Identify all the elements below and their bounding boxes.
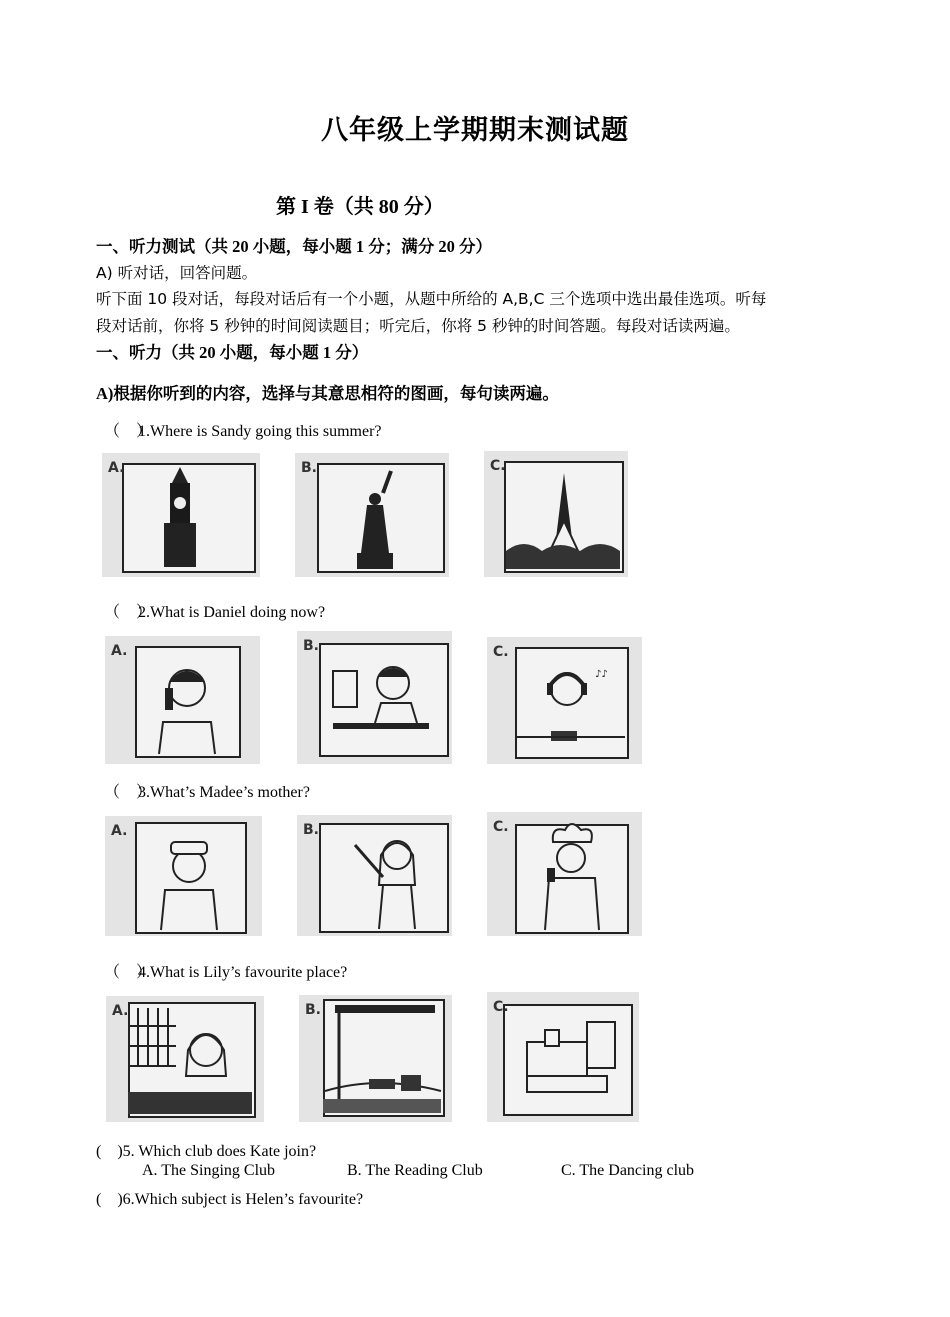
instruction-line-1: 听下面 10 段对话，每段对话后有一个小题，从题中所给的 A,B,C 三个选项中选出最佳选项。听每 — [96, 290, 767, 308]
answer-blank[interactable]: ( ) — [96, 1191, 123, 1208]
question-text: 2.What is Daniel doing now? — [138, 604, 326, 621]
listening-subheading: A) 听对话，回答问题。 — [96, 264, 258, 282]
answer-blank[interactable]: （ ） — [104, 604, 153, 621]
girl-listening-music-picture[interactable] — [487, 637, 642, 764]
question-5 — [96, 1138, 316, 1161]
eiffel-tower-picture[interactable] — [484, 451, 628, 577]
question-6 — [96, 1186, 363, 1209]
page-title: 八年级上学期期末测试题 — [321, 115, 629, 146]
question-1 — [104, 418, 382, 441]
instruction-line-2: 段对话前，你将 5 秒钟的时间阅读题目；听完后，你将 5 秒钟的时间答题。每段对话读两遍。 — [96, 317, 740, 335]
phone-call-icon — [105, 636, 260, 764]
bed-icon — [487, 992, 639, 1122]
option-label: B. — [303, 638, 319, 654]
question-4 — [104, 959, 347, 982]
option-label: A. — [111, 643, 128, 659]
question-text: 4.What is Lily’s favourite place? — [138, 964, 348, 981]
option-label: B. — [301, 460, 317, 476]
question-text: 1.Where is Sandy going this summer? — [138, 423, 382, 440]
svg-text:♪♪: ♪♪ — [595, 669, 608, 680]
boy-on-phone-picture[interactable] — [105, 636, 260, 764]
driver-icon — [105, 816, 262, 936]
q5-option-a[interactable]: A. The Singing Club — [142, 1162, 276, 1179]
answer-blank[interactable]: （ ） — [104, 423, 153, 440]
answer-blank[interactable]: ( ) — [96, 1143, 123, 1160]
headphones-icon — [487, 637, 642, 764]
option-label: C. — [493, 644, 509, 660]
answer-blank[interactable]: （ ） — [104, 964, 153, 981]
computer-icon — [297, 631, 452, 764]
q5-option-c[interactable]: C. The Dancing club — [561, 1162, 695, 1179]
option-label: C. — [490, 458, 506, 474]
question-text: 6.Which subject is Helen’s favourite? — [122, 1191, 364, 1208]
question-2 — [104, 599, 325, 622]
library-picture[interactable] — [106, 996, 264, 1122]
statue-of-liberty-icon — [295, 453, 449, 577]
bedroom-picture[interactable] — [487, 992, 639, 1122]
balcony-picture[interactable] — [299, 995, 452, 1122]
picture-instruction: A)根据你听到的内容，选择与其意思相符的图画，每句读两遍。 — [96, 384, 559, 403]
listening-heading: 一、听力测试（共 20 小题，每小题 1 分；满分 20 分） — [96, 237, 492, 256]
option-label: C. — [493, 819, 509, 835]
teacher-icon — [297, 815, 452, 936]
driver-picture[interactable] — [105, 816, 262, 936]
option-label: B. — [303, 822, 319, 838]
question-text: 5. Which club does Kate join? — [122, 1143, 317, 1160]
q5-option-b[interactable]: B. The Reading Club — [347, 1162, 483, 1179]
statue-of-liberty-picture[interactable] — [295, 453, 449, 577]
chef-hat-icon — [487, 812, 642, 936]
answer-blank[interactable]: （ ） — [104, 784, 153, 801]
option-label: C. — [493, 999, 509, 1015]
option-label: A. — [111, 823, 128, 839]
library-icon — [106, 996, 264, 1122]
boy-at-computer-picture[interactable] — [297, 631, 452, 764]
cook-picture[interactable] — [487, 812, 642, 936]
balcony-icon — [299, 995, 452, 1122]
big-ben-picture[interactable] — [102, 453, 260, 577]
option-label: A. — [112, 1003, 129, 1019]
question-3 — [104, 779, 310, 802]
eiffel-tower-icon — [484, 451, 628, 577]
option-label: B. — [305, 1002, 321, 1018]
option-label: A. — [108, 460, 125, 476]
teacher-picture[interactable] — [297, 815, 452, 936]
section-subtitle: 第 I 卷（共 80 分） — [276, 196, 444, 218]
big-ben-icon — [102, 453, 260, 577]
listening-heading-2: 一、听力（共 20 小题，每小题 1 分） — [96, 343, 369, 362]
question-text: 3.What’s Madee’s mother? — [138, 784, 310, 801]
